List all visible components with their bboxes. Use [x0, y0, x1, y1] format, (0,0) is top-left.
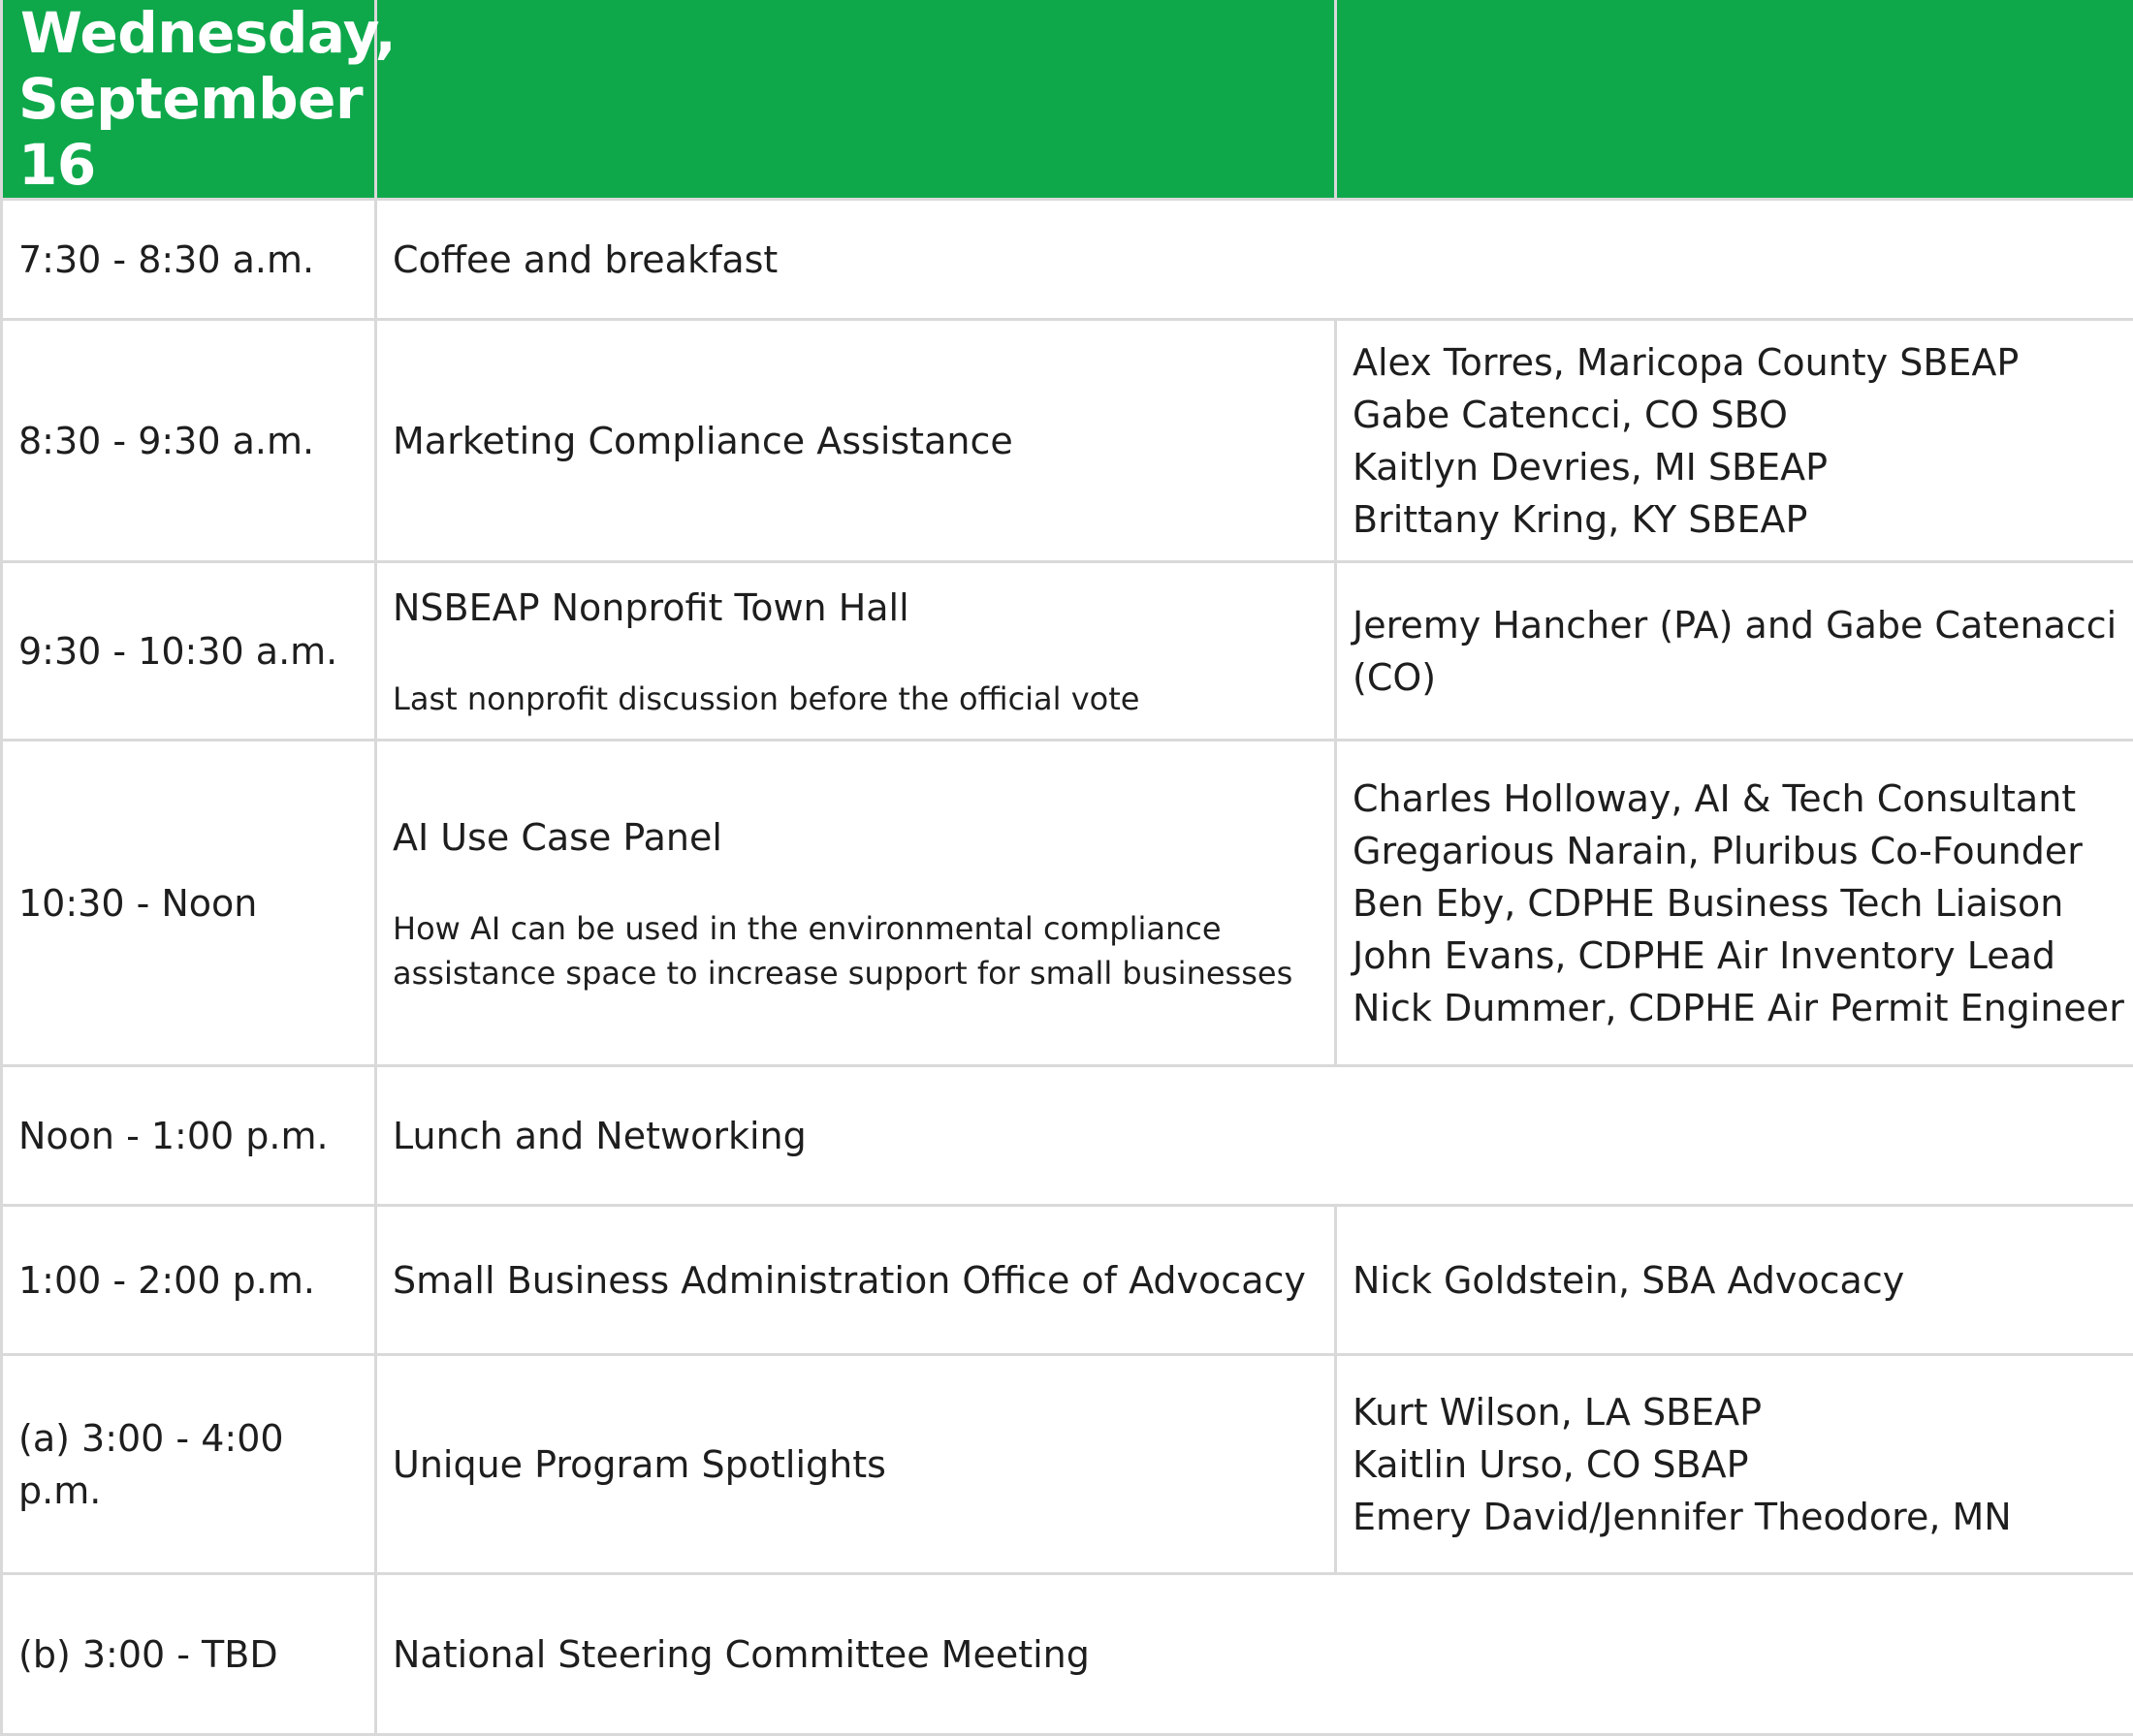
time-cell — [2, 200, 376, 320]
time-cell — [2, 562, 376, 741]
speaker-name: Kurt Wilson, LA SBEAP — [1353, 1386, 2117, 1438]
time-text: 1:00 - 2:00 p.m. — [18, 1259, 315, 1302]
session-cell — [376, 1206, 1336, 1355]
session-title: NSBEAP Nonprofit Town Hall — [393, 582, 1319, 634]
speakers-cell — [1336, 1206, 2133, 1355]
time-text: (a) 3:00 - 4:00 p.m. — [18, 1417, 284, 1512]
time-text: 9:30 - 10:30 a.m. — [18, 630, 337, 673]
session-title: Small Business Administration Office of Advocacy — [393, 1259, 1306, 1302]
session-description: How AI can be used in the environmental compliance assistance space to increase support for small businesses — [393, 906, 1319, 995]
session-description: Last nonprofit discussion before the official vote — [393, 677, 1319, 721]
speaker-name: Nick Dummer, CDPHE Air Permit Engineer — [1353, 982, 2117, 1034]
time-cell — [2, 1355, 376, 1574]
session-cell — [376, 741, 1336, 1066]
speaker-name: Alex Torres, Maricopa County SBEAP — [1353, 336, 2117, 389]
schedule-row — [2, 562, 2133, 741]
time-cell — [2, 1206, 376, 1355]
session-title: AI Use Case Panel — [393, 811, 1319, 864]
time-text: (b) 3:00 - TBD — [18, 1633, 278, 1676]
speakers-cell — [1336, 1355, 2133, 1574]
day-title-text: Wednesday, September 16 — [18, 0, 396, 198]
speaker-name: Emery David/Jennifer Theodore, MN — [1353, 1491, 2117, 1543]
time-cell — [2, 1066, 376, 1206]
session-title: National Steering Committee Meeting — [393, 1633, 1090, 1676]
speaker-name: Nick Goldstein, SBA Advocacy — [1353, 1254, 2117, 1307]
speaker-name: Jeremy Hancher (PA) and Gabe Catenacci (CO) — [1353, 599, 2117, 704]
session-cell — [376, 1355, 1336, 1574]
speakers-cell — [1336, 320, 2133, 562]
schedule-row — [2, 200, 2133, 320]
schedule-row — [2, 1355, 2133, 1574]
speaker-name: Charles Holloway, AI & Tech Consultant — [1353, 773, 2117, 825]
speaker-name: John Evans, CDPHE Air Inventory Lead — [1353, 930, 2117, 982]
speaker-name: Gregarious Narain, Pluribus Co-Founder — [1353, 825, 2117, 877]
header-empty-cell — [1336, 0, 2133, 200]
schedule-header-row — [2, 0, 2133, 200]
time-text: Noon - 1:00 p.m. — [18, 1115, 329, 1157]
time-cell — [2, 741, 376, 1066]
session-title: Lunch and Networking — [393, 1115, 807, 1157]
session-title: Unique Program Spotlights — [393, 1443, 886, 1486]
speakers-cell — [1336, 741, 2133, 1066]
time-cell — [2, 320, 376, 562]
header-empty-cell — [376, 0, 1336, 200]
speaker-name: Kaitlin Urso, CO SBAP — [1353, 1438, 2117, 1491]
schedule-row — [2, 1206, 2133, 1355]
session-title: Marketing Compliance Assistance — [393, 420, 1013, 462]
day-title — [2, 0, 376, 200]
session-cell — [376, 562, 1336, 741]
schedule-row — [2, 1066, 2133, 1206]
session-cell — [376, 200, 2133, 320]
session-title: Coffee and breakfast — [393, 238, 778, 281]
speaker-name: Gabe Catencci, CO SBO — [1353, 389, 2117, 441]
speaker-name: Brittany Kring, KY SBEAP — [1353, 493, 2117, 546]
speaker-name: Ben Eby, CDPHE Business Tech Liaison — [1353, 877, 2117, 930]
schedule-row — [2, 320, 2133, 562]
time-cell — [2, 1574, 376, 1735]
time-text: 7:30 - 8:30 a.m. — [18, 238, 314, 281]
time-text: 10:30 - Noon — [18, 882, 257, 925]
schedule-row — [2, 741, 2133, 1066]
session-cell — [376, 1066, 2133, 1206]
session-cell — [376, 320, 1336, 562]
session-cell — [376, 1574, 2133, 1735]
speaker-name: Kaitlyn Devries, MI SBEAP — [1353, 441, 2117, 493]
speakers-cell — [1336, 562, 2133, 741]
schedule-row — [2, 1574, 2133, 1735]
time-text: 8:30 - 9:30 a.m. — [18, 420, 314, 462]
